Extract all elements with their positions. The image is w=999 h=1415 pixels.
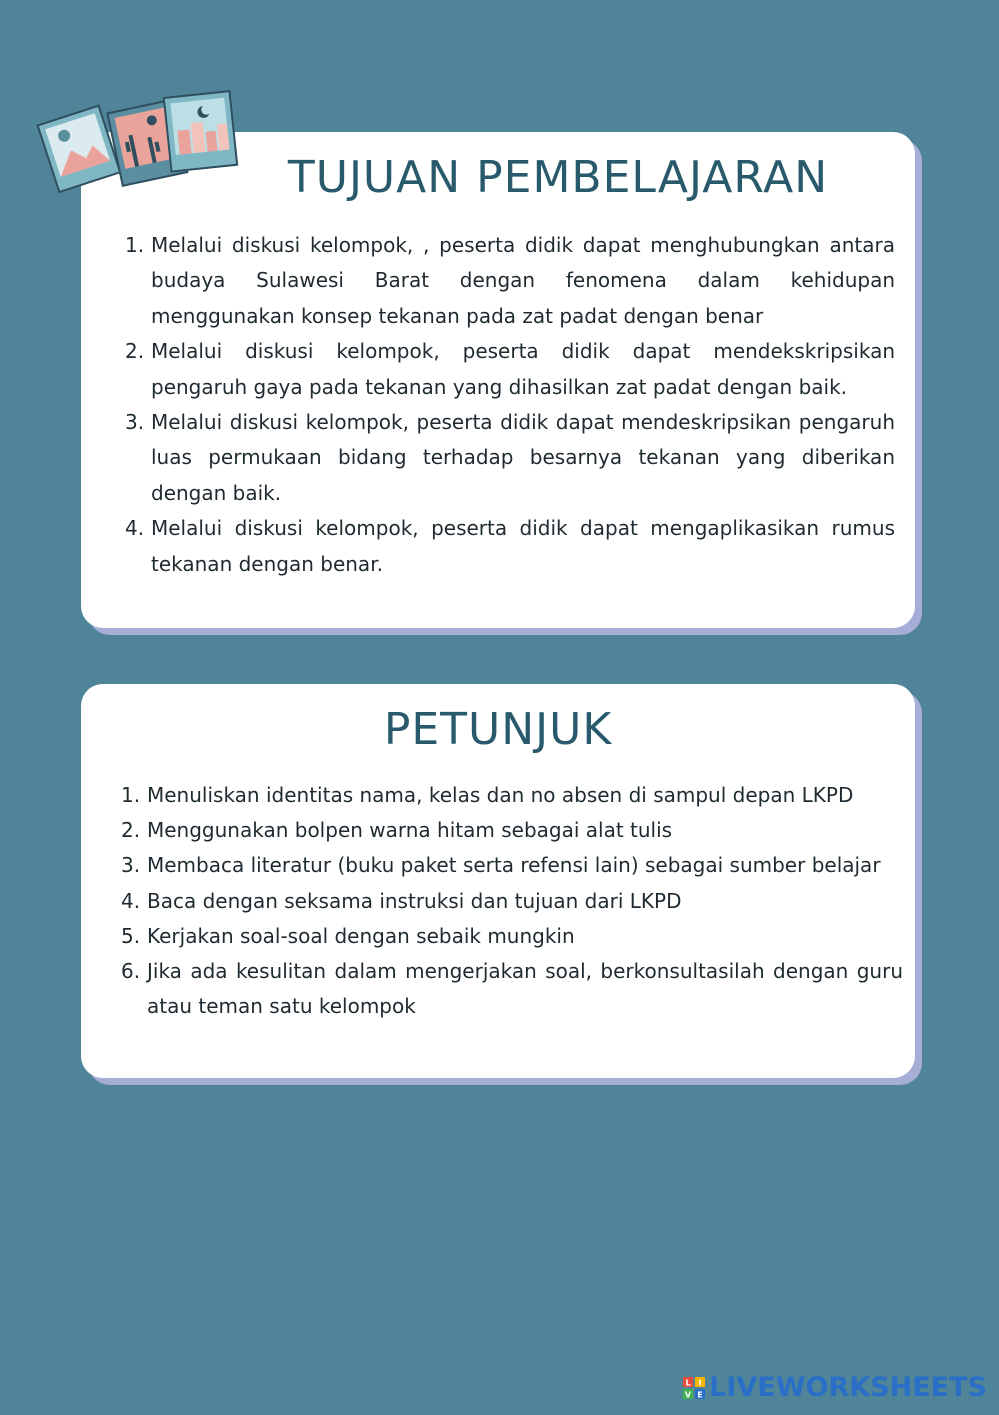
instruction-item: 5. Kerjakan soal-soal dengan sebaik mungkin bbox=[121, 923, 575, 948]
instructions-list bbox=[121, 778, 903, 1024]
svg-text:V: V bbox=[685, 1390, 692, 1399]
live-blocks-icon bbox=[683, 1377, 705, 1399]
photo-stickers-illustration bbox=[36, 86, 246, 201]
objective-item: 4. Melalui diskusi kelompok, peserta didik dapat mengaplikasikan rumus tekanan dengan benar. bbox=[125, 516, 895, 576]
svg-text:L: L bbox=[685, 1378, 691, 1387]
city-photo-icon bbox=[164, 91, 237, 171]
instruction-item: 6. Jika ada kesulitan dalam mengerjakan soal, berkonsultasilah dengan guru atau teman satu kelompok bbox=[121, 959, 903, 1019]
liveworksheets-logo[interactable] bbox=[683, 1372, 987, 1403]
svg-text:I: I bbox=[698, 1378, 702, 1387]
objective-item: 3. Melalui diskusi kelompok, peserta didik dapat mendeskripsikan pengaruh luas permukaan bidang terhadap besarnya tekanan yang diberikan dengan baik. bbox=[125, 410, 895, 505]
objectives-title: TUJUAN PEMBELAJARAN bbox=[287, 152, 829, 203]
instruction-item: 1. Menuliskan identitas nama, kelas dan no absen di sampul depan LKPD bbox=[121, 783, 854, 807]
svg-text:E: E bbox=[697, 1390, 703, 1399]
objective-item: 2. Melalui diskusi kelompok, peserta didik dapat mendekskripsikan pengaruh gaya pada tekanan yang dihasilkan zat padat dengan baik. bbox=[125, 339, 895, 399]
instruction-item: 4. Baca dengan seksama instruksi dan tujuan dari LKPD bbox=[121, 888, 682, 913]
instructions-card bbox=[81, 684, 915, 1078]
objectives-card bbox=[81, 132, 915, 628]
instruction-item: 2. Menggunakan bolpen warna hitam sebagai alat tulis bbox=[121, 818, 673, 843]
logo-text: LIVEWORKSHEETS bbox=[709, 1372, 987, 1403]
objectives-list bbox=[125, 228, 895, 582]
instruction-item: 3. Membaca literatur (buku paket serta refensi lain) sebagai sumber belajar bbox=[121, 853, 881, 878]
instructions-title: PETUNJUK bbox=[383, 704, 613, 755]
objective-item: 1. Melalui diskusi kelompok, , peserta didik dapat menghubungkan antara budaya Sulawesi Barat dengan fenomena dalam kehidupan menggunakan konsep tekanan pada zat padat dengan benar bbox=[125, 233, 895, 328]
